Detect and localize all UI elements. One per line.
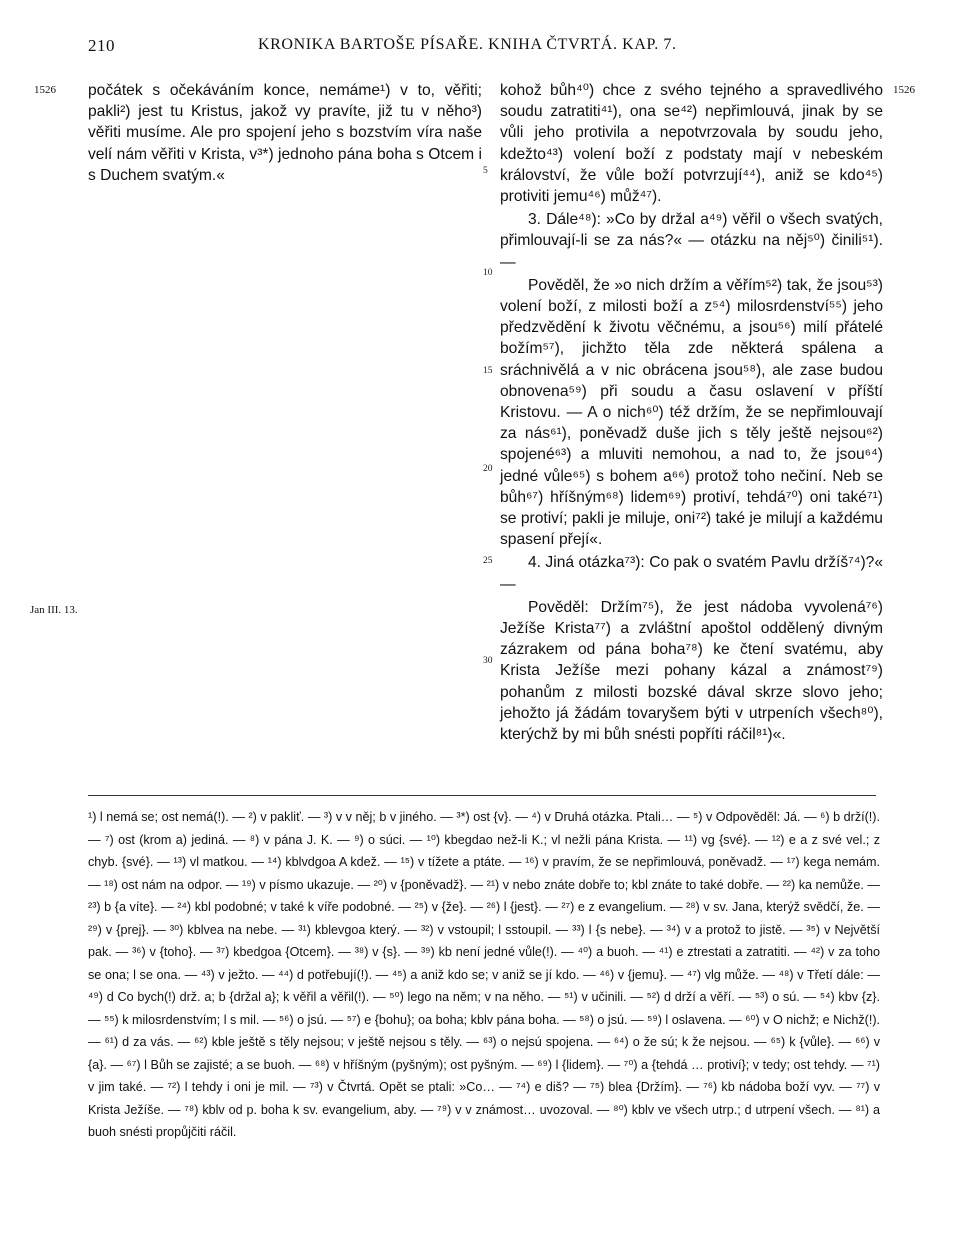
margin-year-left: 1526 bbox=[34, 84, 56, 96]
running-header bbox=[0, 36, 960, 58]
margin-year-right: 1526 bbox=[893, 84, 915, 96]
page-number: 210 bbox=[88, 36, 115, 55]
footnotes bbox=[88, 806, 880, 1144]
line-number: 30 bbox=[483, 656, 493, 666]
paragraph: 4. Jiná otázka⁷³): Co pak o svatém Pavlu držíš⁷⁴)?« — bbox=[500, 554, 883, 593]
line-number: 15 bbox=[483, 366, 493, 376]
paragraph: kohož bůh⁴⁰) chce z svého tejného a spravedlivého soudu zatratiti⁴¹), ona se⁴²) nepřimlouvá, jinak by se vůli jeho protivila a nepotvrzovala by soudu jeho, kdežto⁴³) volení boží z podstaty mají v nebeském království, že vůle boží potvrzují⁴⁴), aniž se kdo⁴⁵) protiviti jemu⁴⁶) můž⁴⁷). bbox=[500, 82, 883, 206]
line-number: 5 bbox=[483, 166, 488, 176]
line-number: 25 bbox=[483, 556, 493, 566]
footnote-rule bbox=[88, 795, 876, 796]
line-number: 20 bbox=[483, 464, 493, 474]
paragraph: Pověděl: Držím⁷⁵), že jest nádoba vyvolená⁷⁶) Ježíše Krista⁷⁷) a zvláštní apoštol oddělený divným zázrakem od pána boha⁷⁸) ke čtení svatému, aby Krista Ježíše mezi pohany kázal a známost⁷⁹) pohanům z milosti bozské dával skrze slovo jeho; jehožto já žádám tovaryšem býti v utrpeních všech⁸⁰), kterýchž by mi bůh snésti popříti ráčil⁸¹)«. bbox=[500, 598, 883, 744]
paragraph: počátek s očekáváním konce, nemáme¹) v to, věřiti; pakli²) jest tu Kristus, jakož vy pravíte, již tu v něho³) věřiti musíme. Ale pro spojení jeho s bozstvím víra naše velí nám věřiti v Krista, v³*) jednoho pána boha s Otcem i s Duchem svatým.« bbox=[88, 82, 482, 184]
right-column bbox=[500, 80, 883, 745]
left-column bbox=[88, 80, 482, 186]
margin-bible-reference: Jan III. 13. bbox=[30, 604, 78, 616]
footnote-text: ¹) l nemá se; ost nemá(!). — ²) v pakliť. — ³) v v něj; b v jiného. — ³*) ost {v}. — ⁴) v Druhá otázka. Ptali… — ⁵) v Odpověděl: Já. — ⁶) b drží(!). — ⁷) ost (krom a) jediná. — ⁸) v pána J. K. — ⁹) o súci. — ¹⁰) kbegdao než-li K.; vl nežli pána Krista. — ¹¹) vg {své}. — ¹²) e a z své vel.; z chyb. {své}. — ¹³) vl matkou. — ¹⁴) kblvdgoa A kdež. — ¹⁵) v tížete a ptáte. — ¹⁶) v pravím, že se nepřimlouvá, poněvadž. — ¹⁷) kega nemám. — ¹⁸) ost nám na odpor. — ¹⁹) v písmo ukazuje. — ²⁰) v {poněvadž}. — ²¹) v nebo znáte dobře to; kbl znáte to také dobře. — ²²) ka nemůže. — ²³) b {a víte}. — ²⁴) kbl podobné; v také k víře podobné. — ²⁵) v {že}. — ²⁶) l {jest}. — ²⁷) e z evangelium. — ²⁸) v sv. Jana, kterýž svědčí, že. — ²⁹) v {prej}. — ³⁰) kblvea na nebe. — ³¹) kblevgoa který. — ³²) v vstoupil; l sstoupil. — ³³) l {s nebe}. — ³⁴) v a protož to jistě. — ³⁵) v Největší pak. — ³⁶) v {toho}. — ³⁷) kbedgoa {Otcem}. — ³⁸) v {s}. — ³⁹) kb není jedné vůle(!). — ⁴⁰) a buoh. — ⁴¹) e ztrestati a zatratiti. — ⁴²) v za toho se ona; l se ona. — ⁴³) v ježto. — ⁴⁴) d potřebují(!). — ⁴⁵) a aniž kdo se; v aniž se jí kdo. — ⁴⁶) v {jemu}. — ⁴⁷) vlg může. — ⁴⁸) v Třetí dále: — ⁴⁹) d Co bych(!) drž. a; b {držal a}; k věřil a věřil(!). — ⁵⁰) lego na něm; v na něho. — ⁵¹) v učinili. — ⁵²) d drží a věří. — ⁵³) o sú. — ⁵⁴) kbv {z}. — ⁵⁵) k milosrdenstvím; l s mil. — ⁵⁶) o jsú. — ⁵⁷) e {bohu}; oa boha; kblv pána boha. — ⁵⁸) o jsú. — ⁵⁹) l oslavena. — ⁶⁰) v O nichž; e Nichž(!). — ⁶¹) d za vás. — ⁶²) kble ještě s těly nejsou; v ještě nejsou s těly. — ⁶³) o nejsú spojena. — ⁶⁴) o že sú; k že nejsou. — ⁶⁵) k {vůle}. — ⁶⁶) v {a}. — ⁶⁷) l Bůh se zajisté; a se buoh. — ⁶⁸) v hříšným (pyšným); ost pyšným. — ⁶⁹) l {lidem}. — ⁷⁰) a {tehdá … protiví}; v tedy; ost tehdy. — ⁷¹) v jim také. — ⁷²) l tehdy i oni je mil. — ⁷³) v Čtvrtá. Opět se ptali: »Co… — ⁷⁴) e diš? — ⁷⁵) blea {Držím}. — ⁷⁶) kb nádoba boží vyv. — ⁷⁷) v Krista Ježíše. — ⁷⁸) kblv od p. boha k sv. evangelium, aby. — ⁷⁹) v v známost… uvozoval. — ⁸⁰) kblv ve všech utrp.; d utrpení všech. — ⁸¹) a buoh snésti propůjčiti ráčil. bbox=[88, 810, 881, 1139]
running-title: KRONIKA BARTOŠE PÍSAŘE. KNIHA ČTVRTÁ. KAP. 7. bbox=[258, 36, 677, 53]
paragraph: Pověděl, že »o nich držím a věřím⁵²) tak, že jsou⁵³) volení boží, z milosti boží a z⁵⁴) milosrdenství⁵⁵) jeho předzvědění k životu věčnému, a jsou⁵⁶) milí přátelé božím⁵⁷), jichžto těla zde některá spálena a sráchnivělá a v nic obrácena jsou⁵⁸), ale zase budou obnovena⁵⁹) při soudu a času oslavení v příští Kristovu. — A o nich⁶⁰) též držím, že se nepřimlouvají za nás⁶¹), poněvadž duše jich s těly ještě nejsou⁶²) spojené⁶³) a mluviti nemohou, a nad to, že jsou⁶⁴) jedné vůle⁶⁵) s bohem a⁶⁶) protož toho nečiní. Neb se bůh⁶⁷) hříšným⁶⁸) lidem⁶⁹) protiví, tehdá⁷⁰) oni také⁷¹) se protiví; pakli je miluje, oni⁷²) také je milují a každému spasení přejí«. bbox=[500, 276, 883, 549]
paragraph: 3. Dále⁴⁸): »Co by držal a⁴⁹) věřil o všech svatých, přimlouvají-li se za nás?« — otázku na něj⁵⁰) činili⁵¹). — bbox=[500, 211, 883, 271]
line-number: 10 bbox=[483, 268, 493, 278]
